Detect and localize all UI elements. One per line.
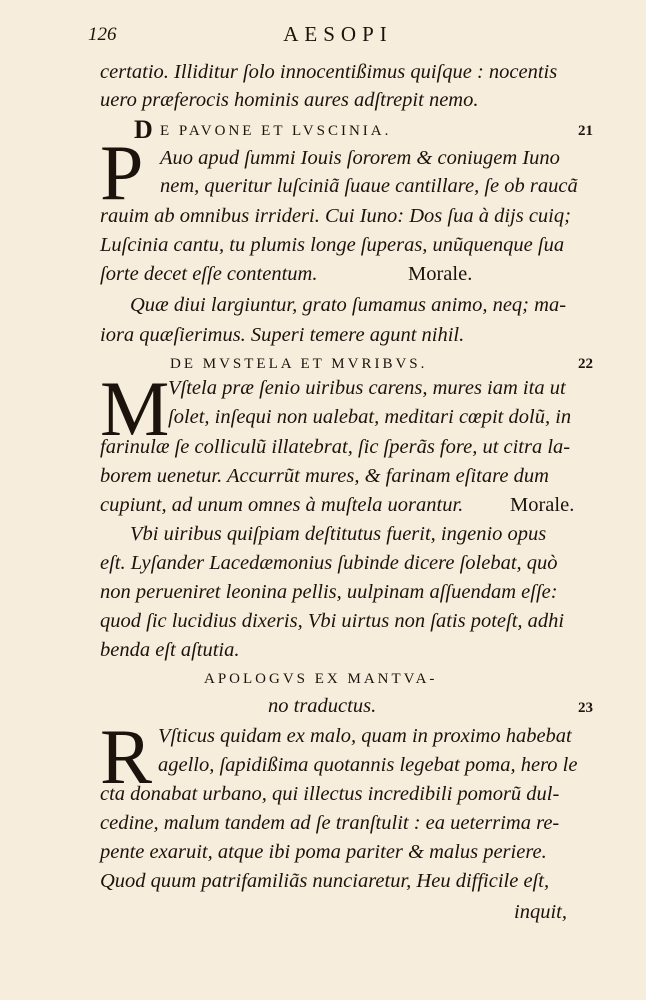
text-line: cta donabat urbano, qui illectus incredibili pomorũ dul-	[100, 783, 560, 805]
fable-number: 23	[578, 700, 593, 716]
running-title: AESOPI	[283, 22, 393, 46]
text-line: certatio. Illiditur ſolo innocentißimus quiſque : nocentis	[100, 61, 558, 83]
text-line: ſolet, inſequi non ualebat, meditari cœpit dolũ, in	[168, 406, 572, 428]
moral-line: quod ſic lucidius dixeris, Vbi uirtus non ſatis poteſt, adhi	[100, 610, 565, 632]
moral-line: eſt. Lyſander Lacedæmonius ſubinde dicere ſolebat, quò	[100, 552, 558, 574]
moral-line: Quæ diui largiuntur, grato ſumamus animo, neq; ma-	[130, 294, 567, 316]
catchword: inquit,	[514, 901, 567, 923]
text-line: agello, ſapidißima quotannis legebat poma, hero le	[158, 754, 578, 776]
drop-cap: P	[100, 129, 144, 216]
text-line: rauim ab omnibus irrideri. Cui Iuno: Dos ſua à dijs cuiq;	[100, 205, 571, 227]
title-initial: D	[134, 115, 153, 144]
fable-title-continued: no traductus.	[268, 695, 377, 717]
morale-label: Morale.	[510, 494, 575, 516]
text-line: pente exaruit, atque ibi poma pariter & malus periere.	[100, 841, 547, 863]
page-header	[66, 22, 610, 52]
text-line: Quod quum patrifamiliãs nunciaretur, Heu difficile eſt,	[100, 870, 550, 892]
fable-title: APOLOGVS EX MANTVA-	[204, 671, 438, 687]
text-line: Vſtela præ ſenio uiribus carens, mures iam ita ut	[168, 377, 566, 399]
text-line: Luſcinia cantu, tu plumis longe ſuperas, unũquenque ſua	[100, 234, 565, 256]
text-line: farinulæ ſe colliculũ illatebrat, ſic ſperãs fore, ut citra la-	[100, 436, 571, 458]
text-line: cupiunt, ad unum omnes à muſtela uorantur.	[100, 494, 464, 516]
folio-number: 126	[88, 24, 117, 45]
morale-label: Morale.	[408, 263, 473, 285]
moral-line: benda eſt aſtutia.	[100, 639, 240, 661]
text-line: Vſticus quidam ex malo, quam in proximo habebat	[158, 725, 572, 747]
drop-cap: M	[100, 365, 170, 452]
text-line: cedine, malum tandem ad ſe tranſtulit : ea ueterrima re-	[100, 812, 560, 834]
drop-cap: R	[100, 713, 153, 800]
moral-line: iora quæſierimus. Superi temere agunt nihil.	[100, 324, 465, 346]
text-line: Auo apud ſummi Iouis ſororem & coniugem Iuno	[160, 147, 560, 169]
moral-line: Vbi uiribus quiſpiam deſtitutus fuerit, ingenio opus	[130, 523, 547, 545]
moral-line: non perueniret leonina pellis, uulpinam aſſuendam eſſe:	[100, 581, 558, 603]
text-line: nem, queritur luſciniã ſuaue cantillare, ſe ob raucã	[160, 175, 578, 197]
fable-title: DE MVSTELA ET MVRIBVS.	[170, 356, 428, 372]
text-line: ſorte decet eſſe contentum.	[100, 263, 318, 285]
fable-number: 21	[578, 123, 593, 139]
text-line: borem uenetur. Accurrũt mures, & farinam eſitare dum	[100, 465, 549, 487]
fable-number: 22	[578, 356, 593, 372]
fable-title: E PAVONE ET LVSCINIA.	[160, 123, 392, 139]
text-line: uero præferocis hominis aures adſtrepit nemo.	[100, 89, 479, 111]
